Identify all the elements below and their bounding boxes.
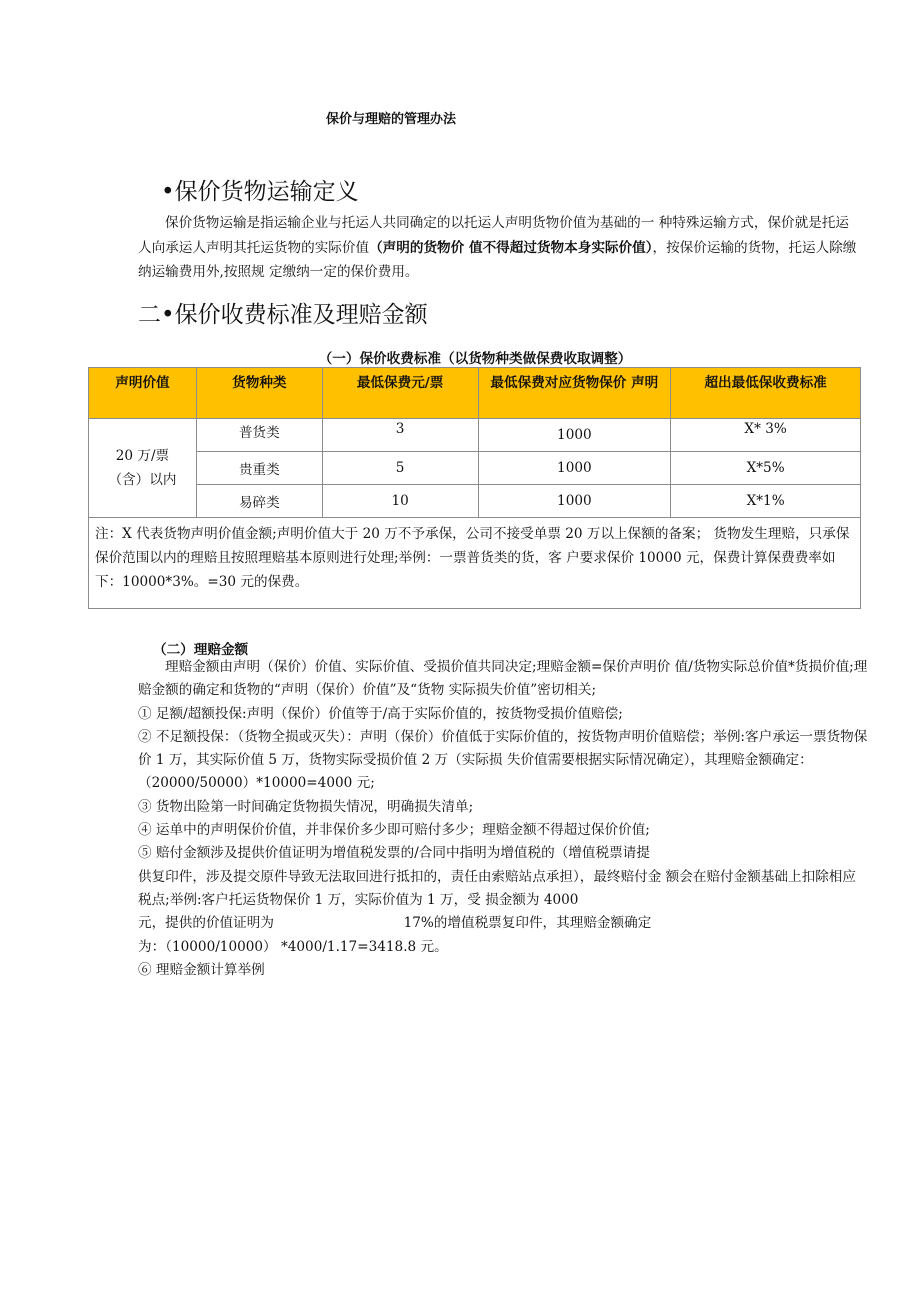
category-cell: 普货类 <box>196 419 322 452</box>
min-fee-cell: 10 <box>322 485 478 518</box>
claim-item: ④ 运单中的声明保价价值，并非保价多少即可赔付多少；理赔金额不得超过保价价值; <box>138 822 650 839</box>
paragraph-part: ，按保价运输的货物，托运人除缴纳运输费用外,按照规 定缴纳一定的保价费用。 <box>138 239 857 280</box>
table-row <box>89 485 861 518</box>
category-cell: 贵重类 <box>196 452 322 485</box>
table-header-row <box>89 368 861 419</box>
claim-item: 元，提供的价值证明为 17%的增值税票复印件，其理赔金额确定 <box>138 915 652 932</box>
section2-heading: 二•保价收费标准及理赔金额 <box>138 302 428 328</box>
fee-table <box>88 367 861 609</box>
claim-amount-body <box>138 656 868 982</box>
min-fee-cell: 5 <box>322 452 478 485</box>
header-rate: 超出最低保收费标准 <box>671 368 861 419</box>
section1-paragraph <box>138 211 860 285</box>
min-value-cell: 1000 <box>478 419 671 452</box>
header-min-value: 最低保费对应货物保价 声明 <box>478 368 671 419</box>
header-category: 货物种类 <box>196 368 322 419</box>
header-min-fee: 最低保费元/票 <box>322 368 478 419</box>
claim-item: ③ 货物出险第一时间确定货物损失情况，明确损失清单; <box>138 798 474 815</box>
rate-cell: X* 3% <box>671 419 861 452</box>
table-row <box>89 452 861 485</box>
header-declared-value: 声明价值 <box>89 368 197 419</box>
rate-cell: X*5% <box>671 452 861 485</box>
min-value-cell: 1000 <box>478 452 671 485</box>
claim-item: ② 不足额投保：（货物全损或灭失）：声明（保价）价值低于实际价值的，按货物声明价值赔偿；举例:客户承运一票货物保价 1 万，其实际价值 5 万，货物实际受损价值 2 万（实际损 失价值需要根据实际情况确定），其理赔金额确定：（20000/50000）*10000=4000 元; <box>138 728 868 792</box>
table-row <box>89 419 861 452</box>
rate-cell: X*1% <box>671 485 861 518</box>
document-title: 保价与理赔的管理办法 <box>325 112 456 127</box>
claim-item: ⑤ 赔付金额涉及提供价值证明为增值税发票的/合同中指明为增值税的（增值税票请提 <box>138 845 650 862</box>
declared-value-cell: 20 万/票（含）以内 <box>89 419 197 518</box>
paragraph-part-bold: （声明的货物价 值不得超过货物本身实际价值） <box>369 239 653 256</box>
claim-intro: 理赔金额由声明（保价）价值、实际价值、受损价值共同决定;理赔金额=保价声明价 值/货物实际总价值*货损价值;理赔金额的确定和货物的“声明（保价）价值”及“货物 实际损失价值”密切相关; <box>138 659 868 699</box>
claim-item: 供复印件，涉及提交原件导致无法取回进行抵扣的，责任由索赔站点承担），最终赔付金 额会在赔付金额基础上扣除相应税点;举例:客户托运货物保价 1 万，实际价值为 1 万，受 损金额为 4000 <box>138 868 856 908</box>
section1-heading: •保价货物运输定义 <box>161 179 359 205</box>
claim-item: ① 足额/超额投保:声明（保价）价值等于/高于实际价值的，按货物受损价值赔偿; <box>138 705 623 722</box>
min-fee-cell: 3 <box>322 419 478 452</box>
min-value-cell: 1000 <box>478 485 671 518</box>
claim-amount-title: （二）理赔金额 <box>153 642 249 658</box>
table-note: 注：X 代表货物声明价值金额;声明价值大于 20 万不予承保，公司不接受单票 20 万以上保额的备案； 货物发生理赔，只承保保价范围以内的理赔且按照理赔基本原则进行处理;举例：一票普货类的货，客 户要求保价 10000 元，保费计算保费费率如下：10000*3%。=30 元的保费。 <box>89 518 861 609</box>
claim-item: 为：（10000/10000） *4000/1.17=3418.8 元。 <box>138 938 448 955</box>
claim-item: ⑥ 理赔金额计算举例 <box>138 961 265 978</box>
paragraph-part: 保价货物运输是指运输企业与托运人共同确定的以托运人声明货物价值为基础的一 种特殊运输方式，保价就是托运人向承运人声明其托运货物的实际价值 <box>138 215 850 256</box>
table-note-row <box>89 518 861 609</box>
category-cell: 易碎类 <box>196 485 322 518</box>
fee-standard-title: （一）保价收费标准（以货物种类做保费收取调整） <box>318 351 632 367</box>
